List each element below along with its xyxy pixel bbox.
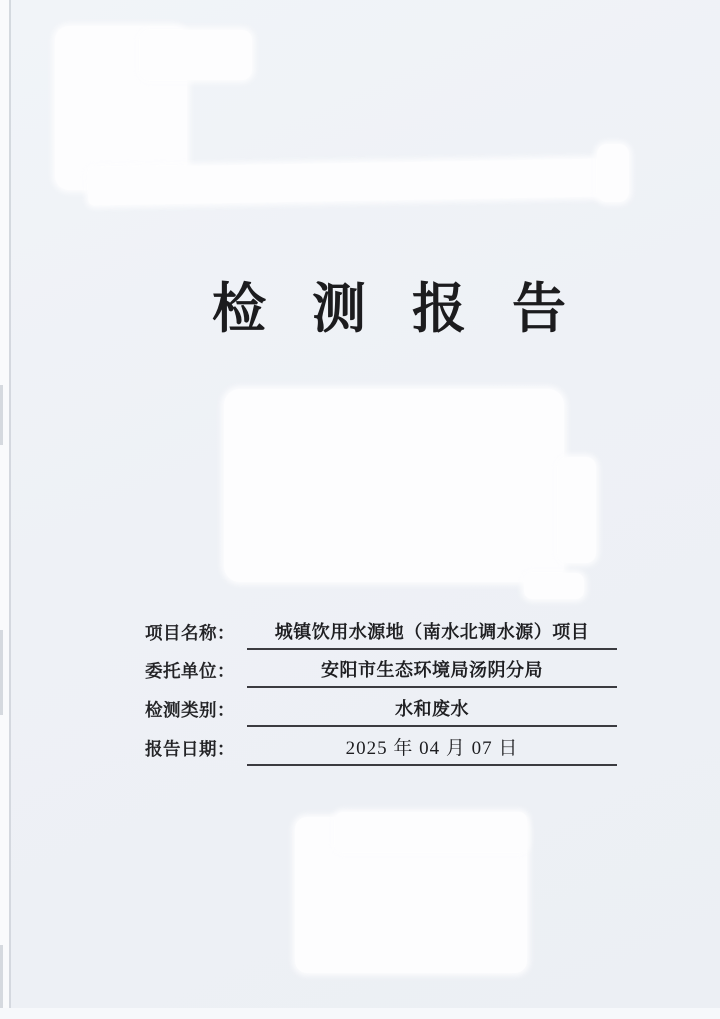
redaction-bar-letterhead-title — [88, 158, 611, 205]
redaction-blob-center-tab-lower — [524, 573, 584, 599]
field-label: 委托单位： — [145, 661, 235, 682]
scan-left-margin — [0, 0, 9, 1019]
form-row-test-category — [145, 688, 617, 727]
field-value: 城镇饮用水源地（南水北调水源）项目 — [247, 618, 617, 650]
field-label: 检测类别： — [145, 700, 235, 721]
scan-edge-artifact — [0, 630, 3, 715]
redaction-blob-letterhead-wing — [140, 30, 252, 80]
form-row-report-date — [145, 727, 617, 766]
scan-page-edge-line — [9, 0, 11, 1019]
page-title: 检测报告 — [212, 279, 612, 339]
redaction-blob-footer-wing — [335, 812, 527, 852]
form-row-project-name — [145, 611, 617, 650]
field-label: 项目名称： — [145, 622, 235, 643]
scan-bottom-margin — [0, 1008, 720, 1019]
report-info-form — [145, 611, 617, 766]
field-value: 2025 年 04 月 07 日 — [247, 733, 617, 766]
field-value: 水和废水 — [247, 695, 617, 727]
scan-edge-artifact — [0, 385, 3, 445]
form-row-client-unit — [145, 650, 617, 689]
field-value: 安阳市生态环境局汤阴分局 — [247, 656, 617, 688]
field-label: 报告日期： — [145, 738, 235, 759]
redaction-blob-center-tab — [558, 457, 596, 563]
redaction-bar-end — [597, 144, 629, 202]
redaction-blob-center — [224, 389, 564, 582]
